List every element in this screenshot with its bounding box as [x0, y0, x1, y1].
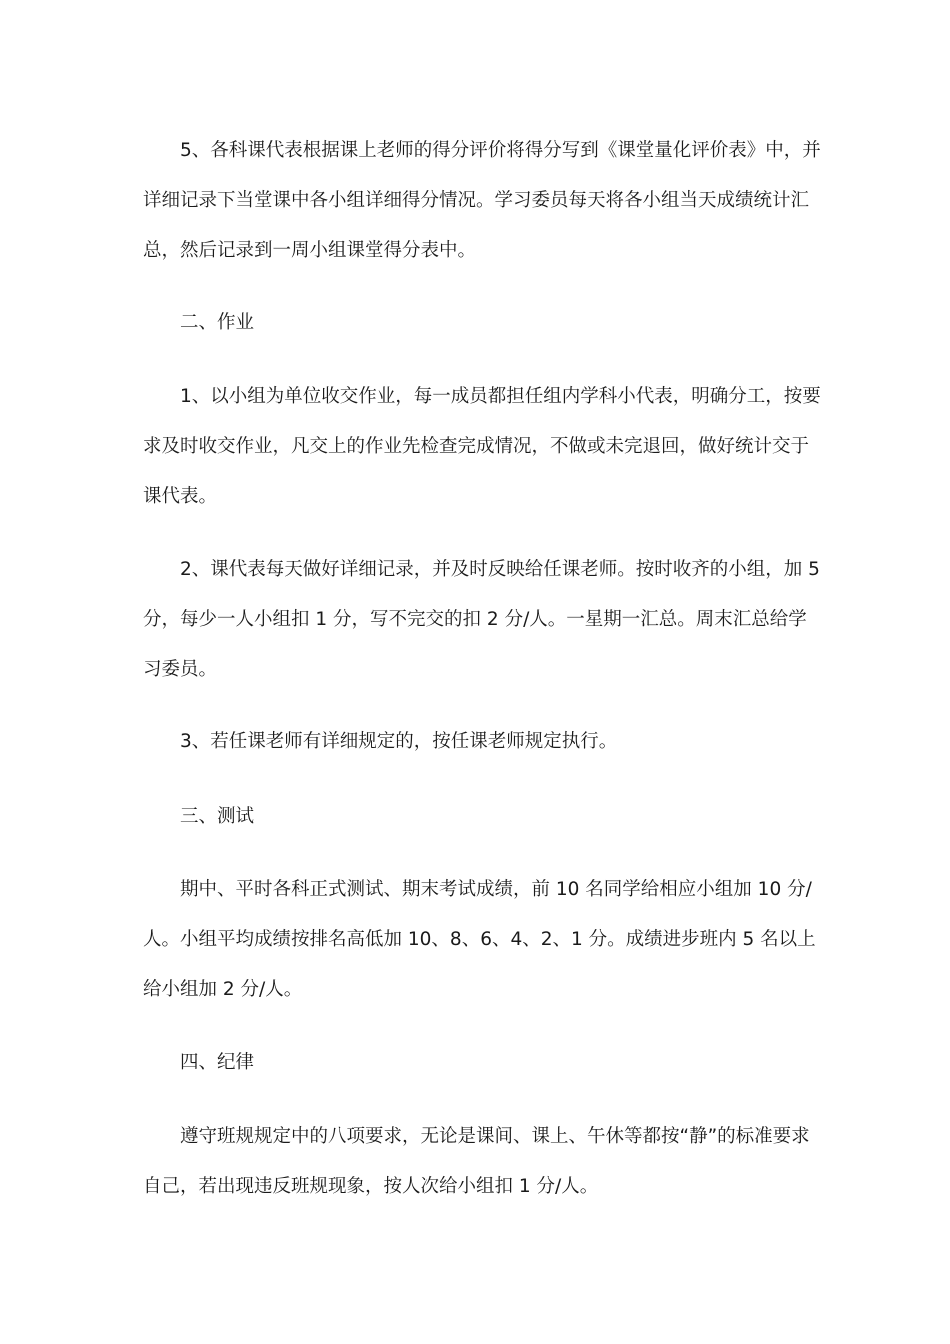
paragraph-homework-collection: 1、以小组为单位收交作业，每一成员都担任组内学科小代表，明确分工，按要求及时收交作业，凡交上的作业先检查完成情况，不做或未完退回，做好统计交于课代表。 [143, 386, 821, 507]
section-heading-discipline: 四、纪律 [180, 1052, 255, 1073]
paragraph-discipline-rules: 遵守班规规定中的八项要求，无论是课间、课上、午休等都按“静”的标准要求自己，若出现违反班规现象，按人次给小组扣 1 分/人。 [143, 1126, 810, 1197]
section-heading-homework: 二、作业 [180, 312, 255, 333]
paragraph-test-scoring: 期中、平时各科正式测试、期末考试成绩，前 10 名同学给相应小组加 10 分/人。小组平均成绩按排名高低加 10、8、6、4、2、1 分。成绩进步班内 5 名以上给小组加 2 分/人。 [143, 879, 816, 1000]
paragraph-homework-records: 2、课代表每天做好详细记录，并及时反映给任课老师。按时收齐的小组，加 5 分，每少一人小组扣 1 分，写不完交的扣 2 分/人。一星期一汇总。周末汇总给学习委员。 [143, 559, 820, 680]
paragraph-classroom-scoring: 5、各科课代表根据课上老师的得分评价将得分写到《课堂量化评价表》中，并详细记录下当堂课中各小组详细得分情况。学习委员每天将各小组当天成绩统计汇总，然后记录到一周小组课堂得分表中。 [143, 140, 821, 261]
paragraph-teacher-rules: 3、若任课老师有详细规定的，按任课老师规定执行。 [180, 731, 618, 752]
section-heading-tests: 三、测试 [180, 806, 255, 827]
